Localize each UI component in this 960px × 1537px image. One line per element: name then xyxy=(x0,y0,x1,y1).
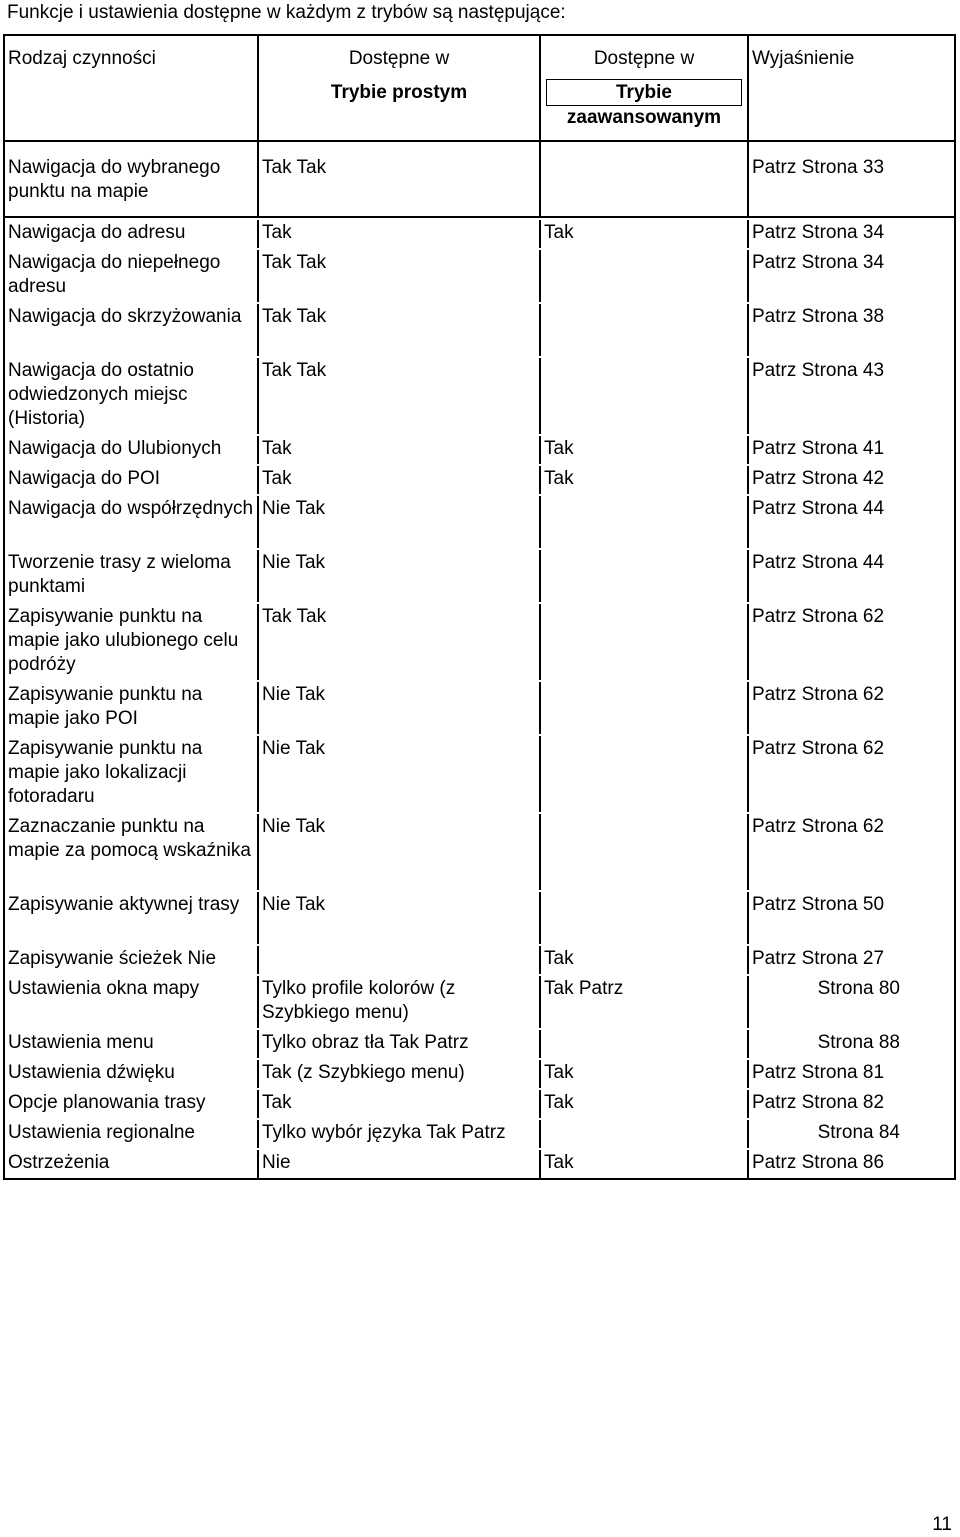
advanced-cell xyxy=(541,358,749,434)
explanation-cell: Patrz Strona 34 xyxy=(752,252,885,273)
advanced-cell xyxy=(541,496,749,548)
header-advanced xyxy=(541,36,749,140)
activity-cell: Nawigacja do współrzędnych xyxy=(5,496,259,548)
intro-text: Funkcje i ustawienia dostępne w każdym z trybów są następujące: xyxy=(7,2,566,23)
activity-cell: Nawigacja do POI xyxy=(5,466,259,494)
simple-cell: Tylko wybór języka Tak Patrz xyxy=(259,1120,541,1148)
simple-cell: Nie Tak xyxy=(259,892,541,944)
advanced-cell xyxy=(541,682,749,734)
activity-cell: Nawigacja do adresu xyxy=(5,220,259,248)
activity-cell: Zapisywanie punktu na mapie jako lokalizacji fotoradaru xyxy=(5,736,259,812)
activity-cell: Ostrzeżenia xyxy=(5,1150,259,1178)
simple-cell: Nie Tak xyxy=(259,682,541,734)
table-row xyxy=(5,142,954,218)
activity-cell: Nawigacja do ostatnio odwiedzonych miejsc (Historia) xyxy=(5,358,259,434)
table-row xyxy=(5,1120,954,1148)
explanation-cell: Patrz Strona 41 xyxy=(752,438,885,459)
explanation-cell: Patrz Strona 50 xyxy=(752,894,885,915)
explanation-cell: Patrz Strona 44 xyxy=(752,552,885,573)
simple-cell: Tylko profile kolorów (z Szybkiego menu) xyxy=(259,976,541,1028)
simple-cell: Nie xyxy=(259,1150,541,1178)
simple-cell: Tak Tak xyxy=(259,250,541,302)
activity-cell: Zapisywanie punktu na mapie jako ulubionego celu podróży xyxy=(5,604,259,680)
activity-cell: Ustawienia regionalne xyxy=(5,1120,259,1148)
explanation-cell: Patrz Strona 43 xyxy=(752,360,885,381)
simple-cell: Nie Tak xyxy=(259,496,541,548)
simple-cell: Tak xyxy=(259,436,541,464)
table-row xyxy=(5,892,954,944)
table-row xyxy=(5,1150,954,1178)
explanation-cell: Patrz Strona 38 xyxy=(752,306,885,327)
advanced-cell xyxy=(541,736,749,812)
advanced-cell: Tak xyxy=(541,466,749,494)
advanced-cell xyxy=(541,1120,749,1148)
explanation-cell: Patrz Strona 42 xyxy=(752,468,885,489)
table-row xyxy=(5,1030,954,1058)
explanation-cell: Patrz Strona 81 xyxy=(752,1062,885,1083)
explanation-cell: Patrz Strona 82 xyxy=(752,1092,885,1113)
table-row xyxy=(5,1060,954,1088)
advanced-cell xyxy=(541,1030,749,1058)
activity-cell: Zaznaczanie punktu na mapie za pomocą wskaźnika xyxy=(5,814,259,890)
explanation-cell: Strona 84 xyxy=(817,1122,900,1143)
table-row xyxy=(5,304,954,356)
explanation-cell: Patrz Strona 44 xyxy=(752,498,885,519)
header-advanced-line2: Trybie xyxy=(546,79,742,106)
table-row xyxy=(5,496,954,548)
simple-cell: Tak xyxy=(259,220,541,248)
explanation-cell: Patrz Strona 27 xyxy=(752,948,885,969)
table-row xyxy=(5,220,954,248)
simple-cell: Tak Tak xyxy=(259,358,541,434)
activity-cell: Zapisywanie aktywnej trasy xyxy=(5,892,259,944)
table-row xyxy=(5,946,954,974)
explanation-cell: Patrz Strona 33 xyxy=(752,157,885,178)
header-advanced-line3: zaawansowanym xyxy=(566,107,722,128)
header-advanced-line1: Dostępne w xyxy=(593,48,695,69)
advanced-cell xyxy=(541,892,749,944)
simple-cell: Tak Tak xyxy=(259,304,541,356)
simple-cell: Nie Tak xyxy=(259,814,541,890)
advanced-cell: Tak xyxy=(541,1150,749,1178)
advanced-cell: Tak xyxy=(541,1060,749,1088)
explanation-cell: Patrz Strona 34 xyxy=(752,222,885,243)
advanced-cell: Tak xyxy=(541,436,749,464)
table-row xyxy=(5,976,954,1028)
activity-cell: Ustawienia menu xyxy=(5,1030,259,1058)
simple-cell: Tak Tak xyxy=(259,604,541,680)
advanced-cell: Tak xyxy=(541,220,749,248)
table-row xyxy=(5,814,954,890)
activity-cell: Ustawienia okna mapy xyxy=(5,976,259,1028)
table-row xyxy=(5,736,954,812)
simple-cell: Tak Tak xyxy=(259,142,541,216)
simple-cell: Nie Tak xyxy=(259,736,541,812)
explanation-cell: Patrz Strona 62 xyxy=(752,738,885,759)
activity-cell: Nawigacja do wybranego punktu na mapie xyxy=(5,142,259,216)
header-simple-line2: Trybie prostym xyxy=(330,82,468,103)
simple-cell: Tak xyxy=(259,1090,541,1118)
header-activity-label: Rodzaj czynności xyxy=(8,48,156,69)
advanced-cell: Tak Patrz xyxy=(541,976,749,1028)
explanation-cell: Strona 80 xyxy=(817,978,900,999)
header-activity xyxy=(5,36,259,140)
explanation-cell: Patrz Strona 62 xyxy=(752,606,885,627)
table-row xyxy=(5,1090,954,1118)
features-table xyxy=(3,34,956,1180)
advanced-cell xyxy=(541,550,749,602)
simple-cell: Tak (z Szybkiego menu) xyxy=(259,1060,541,1088)
table-row xyxy=(5,436,954,464)
header-explanation-label: Wyjaśnienie xyxy=(752,48,855,69)
simple-cell xyxy=(259,946,541,974)
activity-cell: Nawigacja do Ulubionych xyxy=(5,436,259,464)
activity-cell: Opcje planowania trasy xyxy=(5,1090,259,1118)
header-simple xyxy=(259,36,541,140)
table-header xyxy=(5,36,954,142)
explanation-cell: Patrz Strona 86 xyxy=(752,1152,885,1173)
advanced-cell: Tak xyxy=(541,1090,749,1118)
page-number: 11 xyxy=(932,1514,952,1535)
explanation-cell: Patrz Strona 62 xyxy=(752,684,885,705)
advanced-cell xyxy=(541,250,749,302)
table-row xyxy=(5,550,954,602)
table-row xyxy=(5,466,954,494)
table-row xyxy=(5,682,954,734)
advanced-cell xyxy=(541,814,749,890)
explanation-cell: Strona 88 xyxy=(817,1032,900,1053)
header-simple-line1: Dostępne w xyxy=(348,48,450,69)
simple-cell: Tylko obraz tła Tak Patrz xyxy=(259,1030,541,1058)
activity-cell: Zapisywanie punktu na mapie jako POI xyxy=(5,682,259,734)
activity-cell: Nawigacja do niepełnego adresu xyxy=(5,250,259,302)
table-row xyxy=(5,604,954,680)
activity-cell: Tworzenie trasy z wieloma punktami xyxy=(5,550,259,602)
activity-cell: Nawigacja do skrzyżowania xyxy=(5,304,259,356)
simple-cell: Nie Tak xyxy=(259,550,541,602)
header-explanation xyxy=(749,36,954,140)
activity-cell: Ustawienia dźwięku xyxy=(5,1060,259,1088)
activity-cell: Zapisywanie ścieżek Nie xyxy=(5,946,259,974)
advanced-cell xyxy=(541,142,749,216)
simple-cell: Tak xyxy=(259,466,541,494)
explanation-cell: Patrz Strona 62 xyxy=(752,816,885,837)
table-row xyxy=(5,250,954,302)
table-row xyxy=(5,358,954,434)
advanced-cell: Tak xyxy=(541,946,749,974)
advanced-cell xyxy=(541,304,749,356)
advanced-cell xyxy=(541,604,749,680)
